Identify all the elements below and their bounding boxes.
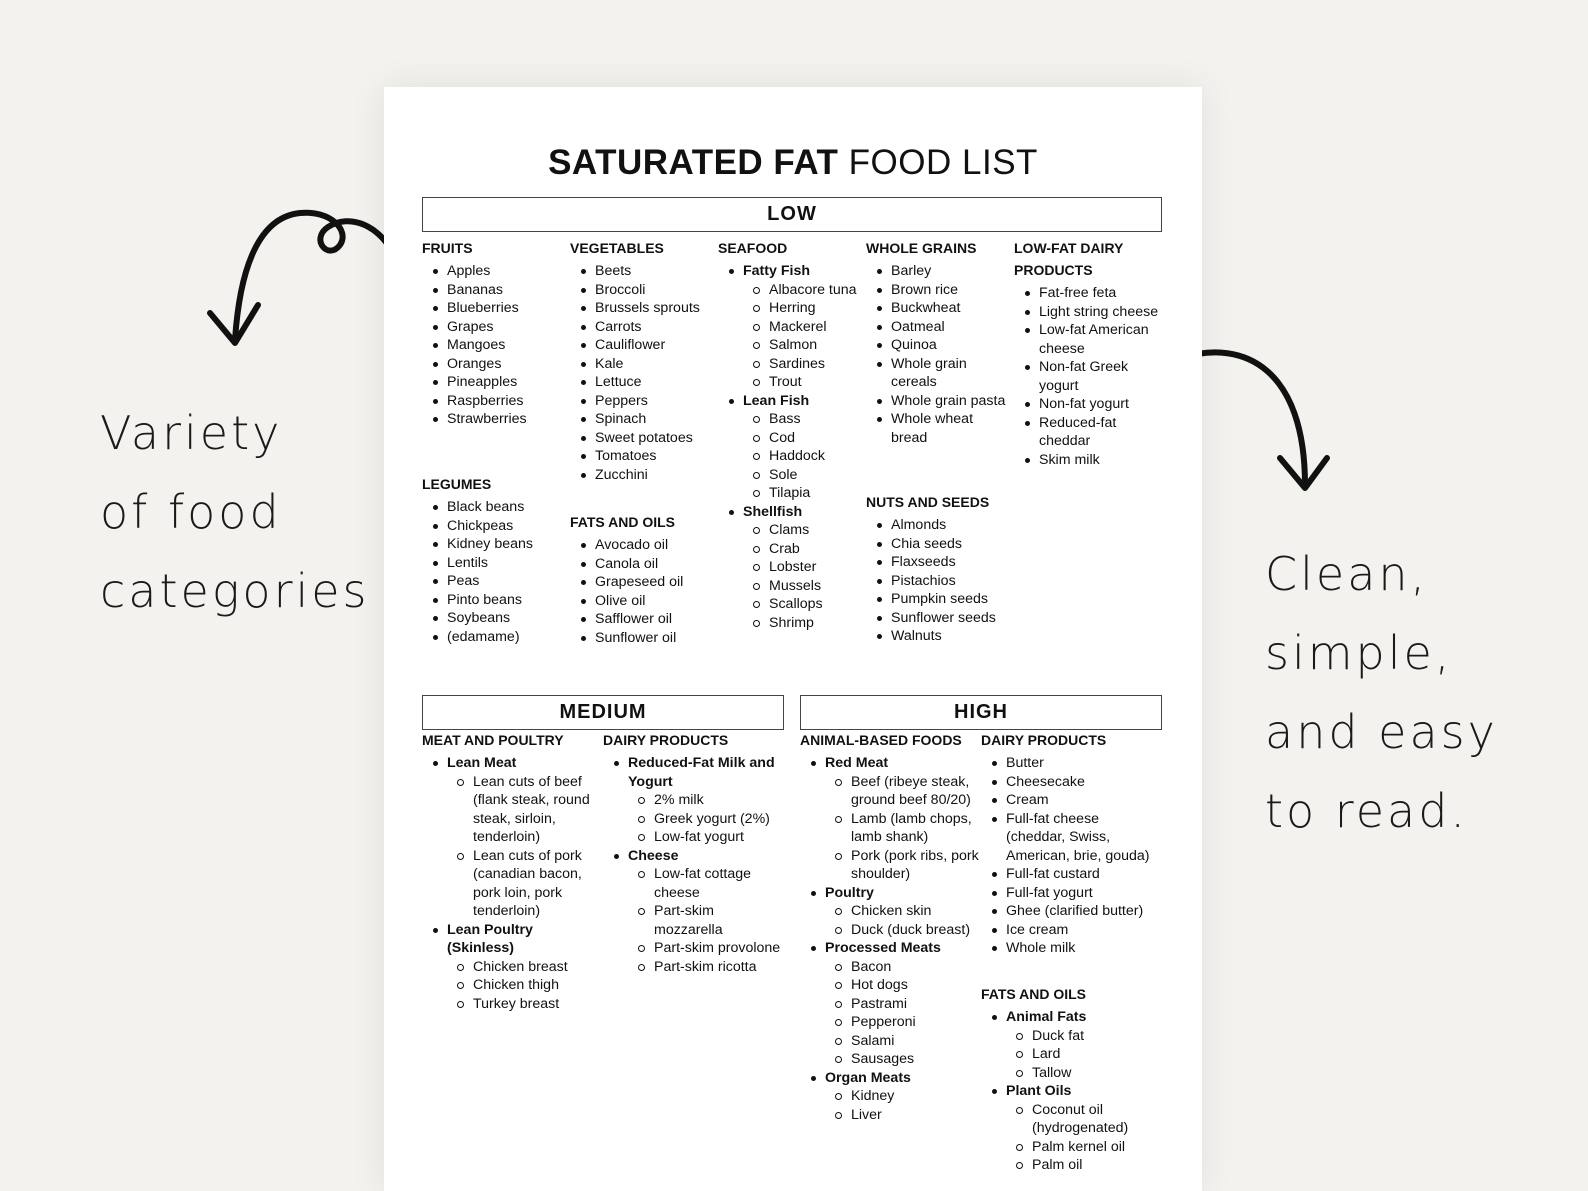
list-item: Part-skim: [603, 902, 788, 921]
list-item: Beets: [570, 262, 715, 281]
list-item: Cream: [981, 791, 1166, 810]
list-item: Oatmeal: [866, 318, 1011, 337]
list-item-continued: (hydrogenated): [1032, 1120, 1129, 1136]
band-high: HIGH: [800, 695, 1162, 730]
list-item: Pinto beans: [422, 591, 562, 610]
list-item-continued: (cheddar, Swiss,: [1006, 829, 1111, 845]
list-item: Full-fat cheese: [981, 810, 1166, 829]
section-fats-oils-high: FATS AND OILS Animal Fats Duck fat Lard Tallow Plant Oils Coconut oil (hydrogenated) Palm kernel oil Palm oil: [981, 983, 1166, 1175]
list-item: Low-fat American: [1014, 321, 1164, 340]
list-item: Fat-free feta: [1014, 284, 1164, 303]
group-label: Lean Poultry (Skinless): [422, 921, 602, 958]
list-item: Tallow: [981, 1064, 1166, 1083]
list-item: Oranges: [422, 355, 562, 374]
list-item: Lettuce: [570, 373, 715, 392]
band-medium: MEDIUM: [422, 695, 784, 730]
list-item: Full-fat custard: [981, 865, 1166, 884]
list-item: Chicken breast: [422, 958, 602, 977]
list-item: Sole: [718, 466, 866, 485]
list-item: Clams: [718, 521, 866, 540]
group-label: Red Meat: [800, 754, 985, 773]
list-item: Peas: [422, 572, 562, 591]
section-whole-grains: WHOLE GRAINS Barley Brown rice Buckwheat Oatmeal Quinoa Whole grain cereals Whole grain pasta Whole wheat bread: [866, 237, 1011, 447]
list-item: Kidney: [800, 1087, 985, 1106]
list-item: Spinach: [570, 410, 715, 429]
list-item: Apples: [422, 262, 562, 281]
section-vegetables: VEGETABLES Beets Broccoli Brussels sprouts Carrots Cauliflower Kale Lettuce Peppers Spinach Sweet potatoes Tomatoes Zucchini: [570, 237, 715, 484]
list-item: Tomatoes: [570, 447, 715, 466]
list-item: Chickpeas: [422, 517, 562, 536]
list-item: Lean cuts of pork: [422, 847, 602, 866]
list-item: Hot dogs: [800, 976, 985, 995]
caption-variety: Variety of food categories: [100, 406, 370, 618]
list-item: Duck (duck breast): [800, 921, 985, 940]
list-item: Sunflower oil: [570, 629, 715, 648]
list-item: Scallops: [718, 595, 866, 614]
group-label: Shellfish: [718, 503, 866, 522]
list-item-continued: tenderloin): [473, 829, 541, 845]
list-item: Grapeseed oil: [570, 573, 715, 592]
list-item: Reduced-fat: [1014, 414, 1164, 433]
list-item: Sunflower seeds: [866, 609, 1011, 628]
list-item: Part-skim ricotta: [603, 958, 788, 977]
list-item: Pork (pork ribs, pork: [800, 847, 985, 866]
list-item: Bananas: [422, 281, 562, 300]
list-item: Herring: [718, 299, 866, 318]
section-nuts-seeds: NUTS AND SEEDS Almonds Chia seeds Flaxseeds Pistachios Pumpkin seeds Sunflower seeds Walnuts: [866, 491, 1011, 646]
section-seafood: SEAFOOD Fatty Fish Albacore tuna Herring Mackerel Salmon Sardines Trout Lean Fish Bass Cod Haddock Sole Tilapia Shellfish Clams Crab Lobster Mussels Scallops Shrimp: [718, 237, 866, 632]
list-item: Peppers: [570, 392, 715, 411]
group-label-continued: Yogurt: [628, 773, 673, 790]
group-label: Processed Meats: [800, 939, 985, 958]
list-item-continued: lamb shank): [851, 829, 929, 845]
group-label: Lean Meat: [422, 754, 602, 773]
list-item: Greek yogurt (2%): [603, 810, 788, 829]
list-item: Mackerel: [718, 318, 866, 337]
list-item-continued: pork loin, pork: [473, 884, 563, 901]
group-label: Organ Meats: [800, 1069, 985, 1088]
list-item: Sweet potatoes: [570, 429, 715, 448]
list-item: Bacon: [800, 958, 985, 977]
list-item-continued: steak, sirloin,: [473, 810, 556, 827]
section-low-fat-dairy: LOW-FAT DAIRY PRODUCTS Fat-free feta Light string cheese Low-fat American cheese Non-fat Greek yogurt Non-fat yogurt Reduced-fat cheddar Skim milk: [1014, 237, 1164, 469]
list-item: Pepperoni: [800, 1013, 985, 1032]
list-item: Ghee (clarified butter): [981, 902, 1166, 921]
section-animal-based: ANIMAL-BASED FOODS Red Meat Beef (ribeye steak, ground beef 80/20) Lamb (lamb chops, lamb shank) Pork (pork ribs, pork shoulder) Poultry Chicken skin Duck (duck breast) Processed Meats Bacon Hot dogs Pastrami Pepperoni Salami Sausages Organ Meats Kidney Liver: [800, 729, 985, 1124]
list-item: Broccoli: [570, 281, 715, 300]
list-item: Palm oil: [981, 1156, 1166, 1175]
list-item-continued: cereals: [891, 374, 937, 390]
list-item: Turkey breast: [422, 995, 602, 1014]
list-item: Salmon: [718, 336, 866, 355]
list-item: Quinoa: [866, 336, 1011, 355]
list-item: Ice cream: [981, 921, 1166, 940]
section-fats-oils-low: FATS AND OILS Avocado oil Canola oil Grapeseed oil Olive oil Safflower oil Sunflower oil: [570, 511, 715, 647]
list-item-continued: cheese: [654, 884, 700, 901]
list-item: Flaxseeds: [866, 553, 1011, 572]
section-dairy-high: DAIRY PRODUCTS Butter Cheesecake Cream Full-fat cheese (cheddar, Swiss, American, brie, gouda) Full-fat custard Full-fat yogurt Ghee (clarified butter) Ice cream Whole milk: [981, 729, 1166, 958]
group-label: Plant Oils: [981, 1082, 1166, 1101]
list-item: Pineapples: [422, 373, 562, 392]
group-label: Cheese: [603, 847, 788, 866]
list-item: Pastrami: [800, 995, 985, 1014]
list-item: Almonds: [866, 516, 1011, 535]
list-item-continued: American, brie, gouda): [1006, 847, 1150, 864]
list-item: Non-fat yogurt: [1014, 395, 1164, 414]
list-item-continued: tenderloin): [473, 903, 541, 919]
list-item: Sausages: [800, 1050, 985, 1069]
list-item: Carrots: [570, 318, 715, 337]
list-item: Kidney beans: [422, 535, 562, 554]
list-item: Salami: [800, 1032, 985, 1051]
group-label: Poultry: [800, 884, 985, 903]
section-fruits: FRUITS Apples Bananas Blueberries Grapes Mangoes Oranges Pineapples Raspberries Strawberries: [422, 237, 562, 429]
list-item: Buckwheat: [866, 299, 1011, 318]
list-item: Bass: [718, 410, 866, 429]
list-item: Cod: [718, 429, 866, 448]
list-item: Soybeans: [422, 609, 562, 628]
list-item: Lean cuts of beef: [422, 773, 602, 792]
group-label: Lean Fish: [718, 392, 866, 411]
caption-clean: Clean, simple, and easy to read.: [1265, 547, 1498, 838]
list-item: Brussels sprouts: [570, 299, 715, 318]
list-item: Full-fat yogurt: [981, 884, 1166, 903]
list-item: Albacore tuna: [718, 281, 866, 300]
band-low: LOW: [422, 197, 1162, 232]
list-item: Kale: [570, 355, 715, 374]
section-dairy-medium: DAIRY PRODUCTS Reduced-Fat Milk and Yogurt 2% milk Greek yogurt (2%) Low-fat yogurt Cheese Low-fat cottage cheese Part-skim mozzarella Part-skim provolone Part-skim ricotta: [603, 729, 788, 976]
list-item: Sardines: [718, 355, 866, 374]
list-item: Blueberries: [422, 299, 562, 318]
list-item: Skim milk: [1014, 451, 1164, 470]
list-item: Whole grain: [866, 355, 1011, 374]
list-item: Pistachios: [866, 572, 1011, 591]
list-item: Non-fat Greek: [1014, 358, 1164, 377]
list-item: Trout: [718, 373, 866, 392]
list-item: Canola oil: [570, 555, 715, 574]
list-item: Palm kernel oil: [981, 1138, 1166, 1157]
list-item-continued: cheddar: [1039, 433, 1091, 449]
page-title: SATURATED FAT FOOD LIST: [548, 143, 1038, 182]
list-item: Low-fat yogurt: [603, 828, 788, 847]
list-item: Walnuts: [866, 627, 1011, 646]
list-item: Whole milk: [981, 939, 1166, 958]
list-item: Brown rice: [866, 281, 1011, 300]
list-item: Coconut oil: [981, 1101, 1166, 1120]
list-item: Lamb (lamb chops,: [800, 810, 985, 829]
list-item-continued: shoulder): [851, 866, 911, 882]
list-item: Part-skim provolone: [603, 939, 788, 958]
list-item: 2% milk: [603, 791, 788, 810]
list-item-continued: ground beef 80/20): [851, 792, 971, 808]
list-item: Crab: [718, 540, 866, 559]
food-list-sheet: [384, 87, 1202, 1191]
group-label: Animal Fats: [981, 1008, 1166, 1027]
list-item: Olive oil: [570, 592, 715, 611]
list-item: Cheesecake: [981, 773, 1166, 792]
list-item: Grapes: [422, 318, 562, 337]
list-item: Mussels: [718, 577, 866, 596]
list-item: Cauliflower: [570, 336, 715, 355]
section-meat-poultry: MEAT AND POULTRY Lean Meat Lean cuts of beef (flank steak, round steak, sirloin, tenderloin) Lean cuts of pork (canadian bacon, pork loin, pork tenderloin) Lean Poultry (Skinless) Chicken breast Chicken thigh Turkey breast: [422, 729, 602, 1013]
list-item: Barley: [866, 262, 1011, 281]
section-legumes: LEGUMES Black beans Chickpeas Kidney beans Lentils Peas Pinto beans Soybeans (edamame): [422, 473, 562, 646]
list-item: Duck fat: [981, 1027, 1166, 1046]
list-item: Zucchini: [570, 466, 715, 485]
list-item: Pumpkin seeds: [866, 590, 1011, 609]
list-item-continued: cheese: [1039, 340, 1085, 357]
list-item: Liver: [800, 1106, 985, 1125]
list-item: Chicken thigh: [422, 976, 602, 995]
list-item: Whole wheat: [866, 410, 1011, 429]
group-label: Reduced-Fat Milk and: [603, 754, 788, 773]
list-item: Beef (ribeye steak,: [800, 773, 985, 792]
list-item: Lentils: [422, 554, 562, 573]
list-item: Raspberries: [422, 392, 562, 411]
list-item: Lard: [981, 1045, 1166, 1064]
list-item: Mangoes: [422, 336, 562, 355]
list-item-continued: (canadian bacon,: [473, 866, 582, 882]
list-item-continued: (flank steak, round: [473, 792, 590, 808]
list-item: Butter: [981, 754, 1166, 773]
curly-arrow-left-icon: [200, 205, 410, 355]
list-item: Strawberries: [422, 410, 562, 429]
list-item: Haddock: [718, 447, 866, 466]
list-item: Black beans: [422, 498, 562, 517]
list-item: Safflower oil: [570, 610, 715, 629]
list-item: Chicken skin: [800, 902, 985, 921]
list-item: Avocado oil: [570, 536, 715, 555]
list-item: Light string cheese: [1014, 303, 1164, 322]
list-item-continued: (edamame): [422, 628, 562, 647]
list-item: Chia seeds: [866, 535, 1011, 554]
list-item: Tilapia: [718, 484, 866, 503]
list-item: Lobster: [718, 558, 866, 577]
list-item-continued: mozzarella: [654, 921, 723, 938]
list-item: Low-fat cottage: [603, 865, 788, 884]
group-label: Fatty Fish: [718, 262, 866, 281]
list-item-continued: bread: [891, 429, 928, 446]
list-item-continued: yogurt: [1039, 377, 1079, 394]
list-item: Shrimp: [718, 614, 866, 633]
list-item: Whole grain pasta: [866, 392, 1011, 411]
